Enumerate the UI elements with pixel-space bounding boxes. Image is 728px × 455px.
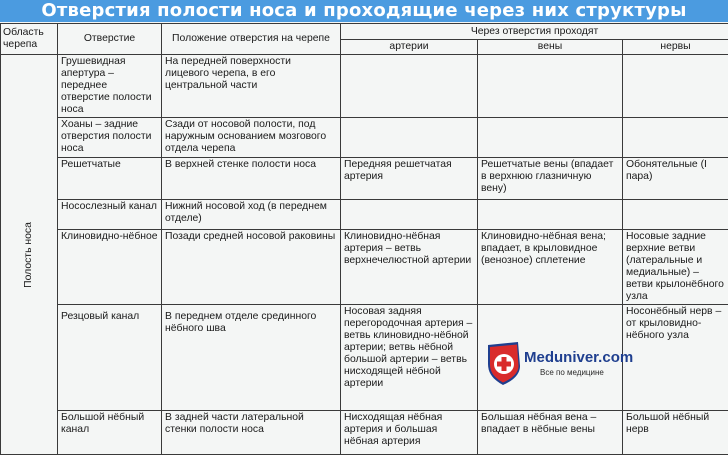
cell-opening: Носослезный канал bbox=[58, 200, 162, 230]
header-position: Положение отверстия на черепе bbox=[162, 24, 341, 55]
watermark-tagline: Все по медицине bbox=[540, 368, 604, 377]
cell-nerves bbox=[623, 200, 728, 230]
cell-position: Сзади от носовой полости, под наружным основанием мозгового отдела черепа bbox=[162, 118, 341, 158]
cell-position: В верхней стенке полости носа bbox=[162, 158, 341, 200]
cell-arteries bbox=[341, 118, 478, 158]
table-row bbox=[1, 158, 728, 200]
cell-opening: Клиновидно-нёбное bbox=[58, 230, 162, 305]
header-area: Область черепа bbox=[1, 24, 58, 55]
title-bar bbox=[0, 0, 728, 22]
cell-veins bbox=[478, 200, 623, 230]
table-row bbox=[1, 118, 728, 158]
cell-nerves: Носовые задние верхние ветви (латеральные и медиальные) – ветви крылонёбного узла bbox=[623, 230, 728, 305]
cell-veins bbox=[478, 55, 623, 118]
cell-opening: Хоаны – задние отверстия полости носа bbox=[58, 118, 162, 158]
cell-arteries: Клиновидно-нёбная артерия – ветвь верхнечелюстной артерии bbox=[341, 230, 478, 305]
page-title: Отверстия полости носа и проходящие через них структуры bbox=[0, 0, 728, 22]
table-row bbox=[1, 230, 728, 305]
cell-arteries bbox=[341, 200, 478, 230]
cell-arteries: Нисходящая нёбная артерия и большая нёбная артерия bbox=[341, 411, 478, 455]
cell-nerves: Большой нёбный нерв bbox=[623, 411, 728, 455]
cell-opening: Решетчатые bbox=[58, 158, 162, 200]
cell-nerves bbox=[623, 55, 728, 118]
cell-veins: Большая нёбная вена – впадает в нёбные вены bbox=[478, 411, 623, 455]
cell-arteries: Передняя решетчатая артерия bbox=[341, 158, 478, 200]
header-nerves: нервы bbox=[623, 40, 728, 55]
header-arteries: артерии bbox=[341, 40, 478, 55]
cell-veins bbox=[478, 118, 623, 158]
cell-opening: Грушевидная апертура – переднее отверстие полости носа bbox=[58, 55, 162, 118]
cell-opening: Резцовый канал bbox=[58, 305, 162, 411]
cell-opening: Большой нёбный канал bbox=[58, 411, 162, 455]
cell-nerves bbox=[623, 118, 728, 158]
cell-arteries bbox=[341, 55, 478, 118]
cell-nerves: Обонятельные (I пара) bbox=[623, 158, 728, 200]
cell-position: На передней поверхности лицевого черепа, в его центральной части bbox=[162, 55, 341, 118]
header-opening: Отверстие bbox=[58, 24, 162, 55]
openings-table bbox=[0, 23, 728, 455]
cell-veins: Клиновидно-нёбная вена; впадает, в крыловидное (венозное) сплетение bbox=[478, 230, 623, 305]
cell-position: Нижний носовой ход (в переднем отделе) bbox=[162, 200, 341, 230]
header-through: Через отверстия проходят bbox=[341, 24, 728, 40]
cell-nerves: Носонёбный нерв – от крыловидно-нёбного узла bbox=[623, 305, 728, 411]
region-cell bbox=[1, 55, 58, 455]
table-row bbox=[1, 411, 728, 455]
header-veins: вены bbox=[478, 40, 623, 55]
watermark-name: Meduniver.com bbox=[524, 349, 633, 366]
cell-position: В переднем отделе срединного нёбного шва bbox=[162, 305, 341, 411]
cell-arteries: Носовая задняя перегородочная артерия – ветвь клиновидно-нёбной артерии; ветвь нёбной большой артерии – ветвь нисходящей нёбной артерии bbox=[341, 305, 478, 411]
region-label: Полость носа bbox=[23, 222, 35, 288]
medical-shield-icon bbox=[484, 340, 524, 386]
watermark-logo bbox=[484, 340, 634, 390]
table-row bbox=[1, 55, 728, 118]
cell-position: В задней части латеральной стенки полости носа bbox=[162, 411, 341, 455]
cell-position: Позади средней носовой раковины bbox=[162, 230, 341, 305]
cell-veins: Решетчатые вены (впадает в верхнюю глазничную вену) bbox=[478, 158, 623, 200]
table-row bbox=[1, 200, 728, 230]
